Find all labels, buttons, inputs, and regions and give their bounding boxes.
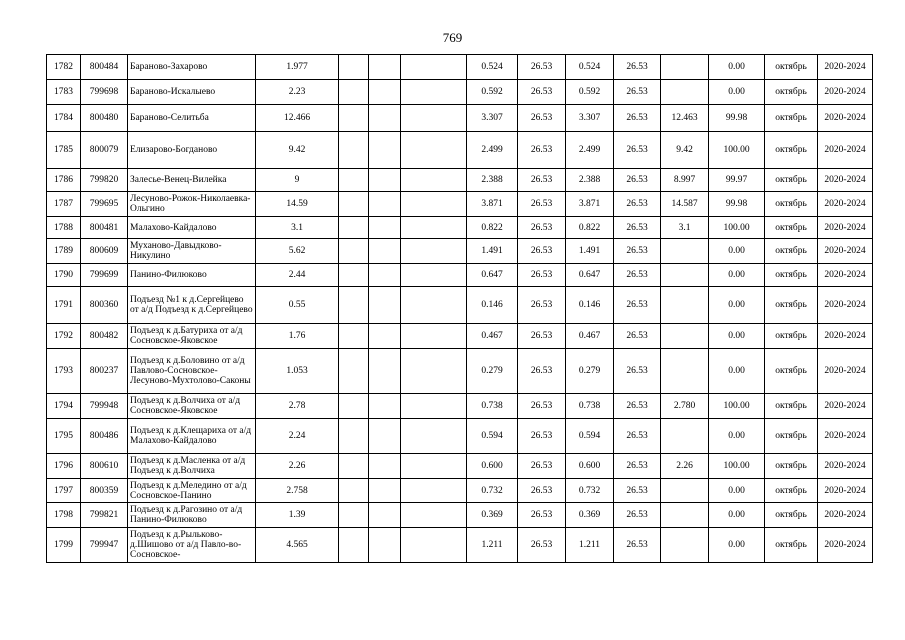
road-length-cell: 1.39 [256,503,339,528]
value-a-cell: 1.211 [467,528,518,563]
empty-cell-cell [339,287,369,324]
empty-cell-cell [401,419,467,454]
road-name-cell: Елизарово-Богданово [128,132,256,169]
value-b-cell: 26.53 [518,287,566,324]
period-cell: 2020-2024 [818,419,873,454]
period-cell: 2020-2024 [818,169,873,192]
value-b-cell: 26.53 [518,349,566,394]
row-number-cell: 1797 [47,479,81,503]
value-d-cell: 26.53 [614,132,661,169]
value-d-cell: 26.53 [614,105,661,132]
value-d-cell: 26.53 [614,264,661,287]
empty-cell-cell [369,394,401,419]
period-cell: 2020-2024 [818,503,873,528]
table-row [47,239,873,264]
table-row [47,394,873,419]
value-e-cell: 9.42 [661,132,709,169]
percent-cell: 0.00 [709,528,765,563]
road-name-cell: Подъезд к д.Волчиха от а/д Сосновское-Яковское [128,394,256,419]
row-number-cell: 1793 [47,349,81,394]
value-c-cell: 3.871 [566,192,614,217]
road-length-cell: 5.62 [256,239,339,264]
value-c-cell: 2.499 [566,132,614,169]
empty-cell-cell [339,239,369,264]
value-d-cell: 26.53 [614,479,661,503]
percent-cell: 0.00 [709,80,765,105]
month-cell: октябрь [765,349,818,394]
empty-cell-cell [369,528,401,563]
value-a-cell: 0.738 [467,394,518,419]
row-number-cell: 1798 [47,503,81,528]
value-d-cell: 26.53 [614,217,661,239]
period-cell: 2020-2024 [818,287,873,324]
row-number-cell: 1791 [47,287,81,324]
road-name-cell: Подъезд к д.Боловино от а/д Павлово-Сосновское-Лесуново-Мухтолово-Саконы [128,349,256,394]
value-b-cell: 26.53 [518,192,566,217]
value-e-cell: 14.587 [661,192,709,217]
road-name-cell: Залесье-Венец-Вилейка [128,169,256,192]
percent-cell: 0.00 [709,264,765,287]
value-a-cell: 0.647 [467,264,518,287]
road-code-cell: 799820 [81,169,128,192]
value-b-cell: 26.53 [518,394,566,419]
table-row [47,217,873,239]
road-length-cell: 9.42 [256,132,339,169]
value-a-cell: 0.279 [467,349,518,394]
percent-cell: 0.00 [709,55,765,80]
value-c-cell: 0.822 [566,217,614,239]
percent-cell: 100.00 [709,454,765,479]
table-row [47,80,873,105]
value-c-cell: 0.732 [566,479,614,503]
row-number-cell: 1787 [47,192,81,217]
value-e-cell [661,55,709,80]
value-b-cell: 26.53 [518,132,566,169]
empty-cell-cell [401,454,467,479]
value-b-cell: 26.53 [518,479,566,503]
value-d-cell: 26.53 [614,528,661,563]
period-cell: 2020-2024 [818,132,873,169]
value-e-cell: 8.997 [661,169,709,192]
value-d-cell: 26.53 [614,349,661,394]
road-name-cell: Муханово-Давыдково-Никулино [128,239,256,264]
value-d-cell: 26.53 [614,419,661,454]
value-b-cell: 26.53 [518,55,566,80]
value-a-cell: 0.600 [467,454,518,479]
empty-cell-cell [339,169,369,192]
value-e-cell [661,287,709,324]
month-cell: октябрь [765,528,818,563]
empty-cell-cell [401,324,467,349]
empty-cell-cell [401,503,467,528]
value-a-cell: 0.592 [467,80,518,105]
table-row [47,132,873,169]
empty-cell-cell [339,132,369,169]
table-row [47,528,873,563]
value-a-cell: 3.871 [467,192,518,217]
month-cell: октябрь [765,479,818,503]
percent-cell: 99.97 [709,169,765,192]
row-number-cell: 1792 [47,324,81,349]
empty-cell-cell [369,264,401,287]
value-b-cell: 26.53 [518,239,566,264]
empty-cell-cell [369,132,401,169]
empty-cell-cell [339,503,369,528]
empty-cell-cell [401,55,467,80]
empty-cell-cell [339,324,369,349]
value-b-cell: 26.53 [518,454,566,479]
percent-cell: 0.00 [709,324,765,349]
value-c-cell: 0.279 [566,349,614,394]
road-name-cell: Подъезд к д.Рыльково-д.Шишово от а/д Павло-во-Сосновское- [128,528,256,563]
value-a-cell: 1.491 [467,239,518,264]
value-b-cell: 26.53 [518,264,566,287]
road-code-cell: 800481 [81,217,128,239]
road-code-cell: 799821 [81,503,128,528]
period-cell: 2020-2024 [818,264,873,287]
road-code-cell: 800482 [81,324,128,349]
road-name-cell: Бараново-Селитьба [128,105,256,132]
table-row [47,287,873,324]
percent-cell: 0.00 [709,419,765,454]
value-c-cell: 0.600 [566,454,614,479]
month-cell: октябрь [765,217,818,239]
empty-cell-cell [369,217,401,239]
empty-cell-cell [369,479,401,503]
empty-cell-cell [369,239,401,264]
road-name-cell: Подъезд к д.Масленка от а/д Подъезд к д.Волчиха [128,454,256,479]
table-row [47,169,873,192]
empty-cell-cell [401,239,467,264]
value-e-cell [661,479,709,503]
value-e-cell: 3.1 [661,217,709,239]
value-a-cell: 2.499 [467,132,518,169]
empty-cell-cell [401,287,467,324]
road-code-cell: 800079 [81,132,128,169]
value-d-cell: 26.53 [614,169,661,192]
value-e-cell [661,503,709,528]
empty-cell-cell [401,349,467,394]
empty-cell-cell [339,479,369,503]
road-name-cell: Малахово-Кайдалово [128,217,256,239]
value-a-cell: 0.732 [467,479,518,503]
road-length-cell: 2.758 [256,479,339,503]
value-b-cell: 26.53 [518,419,566,454]
road-length-cell: 0.55 [256,287,339,324]
road-code-cell: 799699 [81,264,128,287]
month-cell: октябрь [765,55,818,80]
row-number-cell: 1796 [47,454,81,479]
road-length-cell: 3.1 [256,217,339,239]
percent-cell: 100.00 [709,217,765,239]
road-code-cell: 800359 [81,479,128,503]
value-b-cell: 26.53 [518,169,566,192]
row-number-cell: 1785 [47,132,81,169]
empty-cell-cell [339,105,369,132]
empty-cell-cell [401,132,467,169]
empty-cell-cell [369,503,401,528]
empty-cell-cell [339,217,369,239]
value-e-cell [661,349,709,394]
road-length-cell: 2.24 [256,419,339,454]
road-code-cell: 799947 [81,528,128,563]
road-name-cell: Подъезд к д.Клещариха от а/д Малахово-Кайдалово [128,419,256,454]
table-row [47,192,873,217]
percent-cell: 0.00 [709,287,765,324]
value-a-cell: 0.146 [467,287,518,324]
empty-cell-cell [339,192,369,217]
road-code-cell: 800360 [81,287,128,324]
road-length-cell: 2.78 [256,394,339,419]
road-code-cell: 800609 [81,239,128,264]
road-length-cell: 12.466 [256,105,339,132]
percent-cell: 99.98 [709,105,765,132]
road-length-cell: 9 [256,169,339,192]
month-cell: октябрь [765,239,818,264]
road-registry-table [46,54,873,563]
row-number-cell: 1799 [47,528,81,563]
empty-cell-cell [401,169,467,192]
road-code-cell: 799695 [81,192,128,217]
value-a-cell: 0.369 [467,503,518,528]
value-a-cell: 3.307 [467,105,518,132]
percent-cell: 100.00 [709,132,765,169]
period-cell: 2020-2024 [818,239,873,264]
value-c-cell: 2.388 [566,169,614,192]
value-e-cell [661,528,709,563]
value-e-cell [661,239,709,264]
road-length-cell: 2.26 [256,454,339,479]
row-number-cell: 1782 [47,55,81,80]
month-cell: октябрь [765,192,818,217]
value-c-cell: 0.738 [566,394,614,419]
period-cell: 2020-2024 [818,394,873,419]
value-e-cell: 12.463 [661,105,709,132]
empty-cell-cell [339,55,369,80]
table-row [47,349,873,394]
row-number-cell: 1790 [47,264,81,287]
value-b-cell: 26.53 [518,503,566,528]
period-cell: 2020-2024 [818,217,873,239]
value-d-cell: 26.53 [614,192,661,217]
value-c-cell: 1.491 [566,239,614,264]
period-cell: 2020-2024 [818,454,873,479]
road-length-cell: 14.59 [256,192,339,217]
empty-cell-cell [369,287,401,324]
road-length-cell: 1.053 [256,349,339,394]
table-row [47,419,873,454]
road-code-cell: 799948 [81,394,128,419]
empty-cell-cell [339,349,369,394]
empty-cell-cell [339,454,369,479]
value-d-cell: 26.53 [614,324,661,349]
value-e-cell [661,80,709,105]
empty-cell-cell [401,217,467,239]
value-e-cell: 2.26 [661,454,709,479]
month-cell: октябрь [765,132,818,169]
value-a-cell: 0.822 [467,217,518,239]
value-c-cell: 0.594 [566,419,614,454]
month-cell: октябрь [765,503,818,528]
value-b-cell: 26.53 [518,528,566,563]
value-d-cell: 26.53 [614,503,661,528]
value-a-cell: 0.467 [467,324,518,349]
empty-cell-cell [369,80,401,105]
percent-cell: 99.98 [709,192,765,217]
period-cell: 2020-2024 [818,324,873,349]
period-cell: 2020-2024 [818,528,873,563]
period-cell: 2020-2024 [818,479,873,503]
table-row [47,55,873,80]
empty-cell-cell [339,528,369,563]
road-name-cell: Бараново-Искалыево [128,80,256,105]
value-c-cell: 0.467 [566,324,614,349]
value-e-cell [661,324,709,349]
value-c-cell: 3.307 [566,105,614,132]
row-number-cell: 1783 [47,80,81,105]
empty-cell-cell [401,105,467,132]
empty-cell-cell [369,349,401,394]
month-cell: октябрь [765,419,818,454]
road-name-cell: Подъезд №1 к д.Сергейцево от а/д Подъезд к д.Сергейцево [128,287,256,324]
road-name-cell: Лесуново-Рожок-Николаевка-Ольгино [128,192,256,217]
month-cell: октябрь [765,105,818,132]
road-length-cell: 2.44 [256,264,339,287]
table-row [47,105,873,132]
period-cell: 2020-2024 [818,349,873,394]
road-length-cell: 4.565 [256,528,339,563]
percent-cell: 0.00 [709,239,765,264]
empty-cell-cell [401,528,467,563]
percent-cell: 100.00 [709,394,765,419]
empty-cell-cell [401,479,467,503]
row-number-cell: 1795 [47,419,81,454]
road-length-cell: 2.23 [256,80,339,105]
period-cell: 2020-2024 [818,55,873,80]
road-name-cell: Бараново-Захарово [128,55,256,80]
empty-cell-cell [369,454,401,479]
road-code-cell: 800610 [81,454,128,479]
value-a-cell: 2.388 [467,169,518,192]
table-row [47,479,873,503]
month-cell: октябрь [765,264,818,287]
value-c-cell: 0.524 [566,55,614,80]
empty-cell-cell [401,264,467,287]
month-cell: октябрь [765,454,818,479]
value-d-cell: 26.53 [614,239,661,264]
value-a-cell: 0.524 [467,55,518,80]
month-cell: октябрь [765,394,818,419]
road-code-cell: 800237 [81,349,128,394]
empty-cell-cell [401,80,467,105]
percent-cell: 0.00 [709,349,765,394]
road-code-cell: 800480 [81,105,128,132]
value-b-cell: 26.53 [518,80,566,105]
empty-cell-cell [369,55,401,80]
road-name-cell: Подъезд к д.Рагозино от а/д Панино-Филюково [128,503,256,528]
month-cell: октябрь [765,287,818,324]
empty-cell-cell [401,192,467,217]
row-number-cell: 1789 [47,239,81,264]
table-row [47,324,873,349]
month-cell: октябрь [765,324,818,349]
empty-cell-cell [401,394,467,419]
page-number: 769 [442,30,463,45]
registry-body [47,55,873,563]
empty-cell-cell [369,169,401,192]
value-c-cell: 1.211 [566,528,614,563]
empty-cell-cell [369,419,401,454]
table-row [47,454,873,479]
value-e-cell [661,419,709,454]
period-cell: 2020-2024 [818,80,873,105]
period-cell: 2020-2024 [818,105,873,132]
value-e-cell [661,264,709,287]
value-c-cell: 0.369 [566,503,614,528]
empty-cell-cell [339,419,369,454]
road-name-cell: Панино-Филюково [128,264,256,287]
row-number-cell: 1794 [47,394,81,419]
value-b-cell: 26.53 [518,324,566,349]
empty-cell-cell [339,394,369,419]
value-c-cell: 0.592 [566,80,614,105]
value-e-cell: 2.780 [661,394,709,419]
table-row [47,264,873,287]
road-code-cell: 799698 [81,80,128,105]
road-code-cell: 800486 [81,419,128,454]
value-d-cell: 26.53 [614,80,661,105]
row-number-cell: 1786 [47,169,81,192]
value-d-cell: 26.53 [614,287,661,324]
percent-cell: 0.00 [709,479,765,503]
month-cell: октябрь [765,169,818,192]
period-cell: 2020-2024 [818,192,873,217]
road-name-cell: Подъезд к д.Батуриха от а/д Сосновское-Яковское [128,324,256,349]
value-a-cell: 0.594 [467,419,518,454]
road-code-cell: 800484 [81,55,128,80]
road-name-cell: Подъезд к д.Меледино от а/д Сосновское-Панино [128,479,256,503]
empty-cell-cell [369,105,401,132]
empty-cell-cell [369,192,401,217]
row-number-cell: 1784 [47,105,81,132]
table-row [47,503,873,528]
value-b-cell: 26.53 [518,105,566,132]
month-cell: октябрь [765,80,818,105]
road-length-cell: 1.977 [256,55,339,80]
value-d-cell: 26.53 [614,454,661,479]
value-d-cell: 26.53 [614,55,661,80]
road-length-cell: 1.76 [256,324,339,349]
empty-cell-cell [339,264,369,287]
value-c-cell: 0.146 [566,287,614,324]
percent-cell: 0.00 [709,503,765,528]
empty-cell-cell [339,80,369,105]
value-d-cell: 26.53 [614,394,661,419]
value-c-cell: 0.647 [566,264,614,287]
empty-cell-cell [369,324,401,349]
value-b-cell: 26.53 [518,217,566,239]
row-number-cell: 1788 [47,217,81,239]
